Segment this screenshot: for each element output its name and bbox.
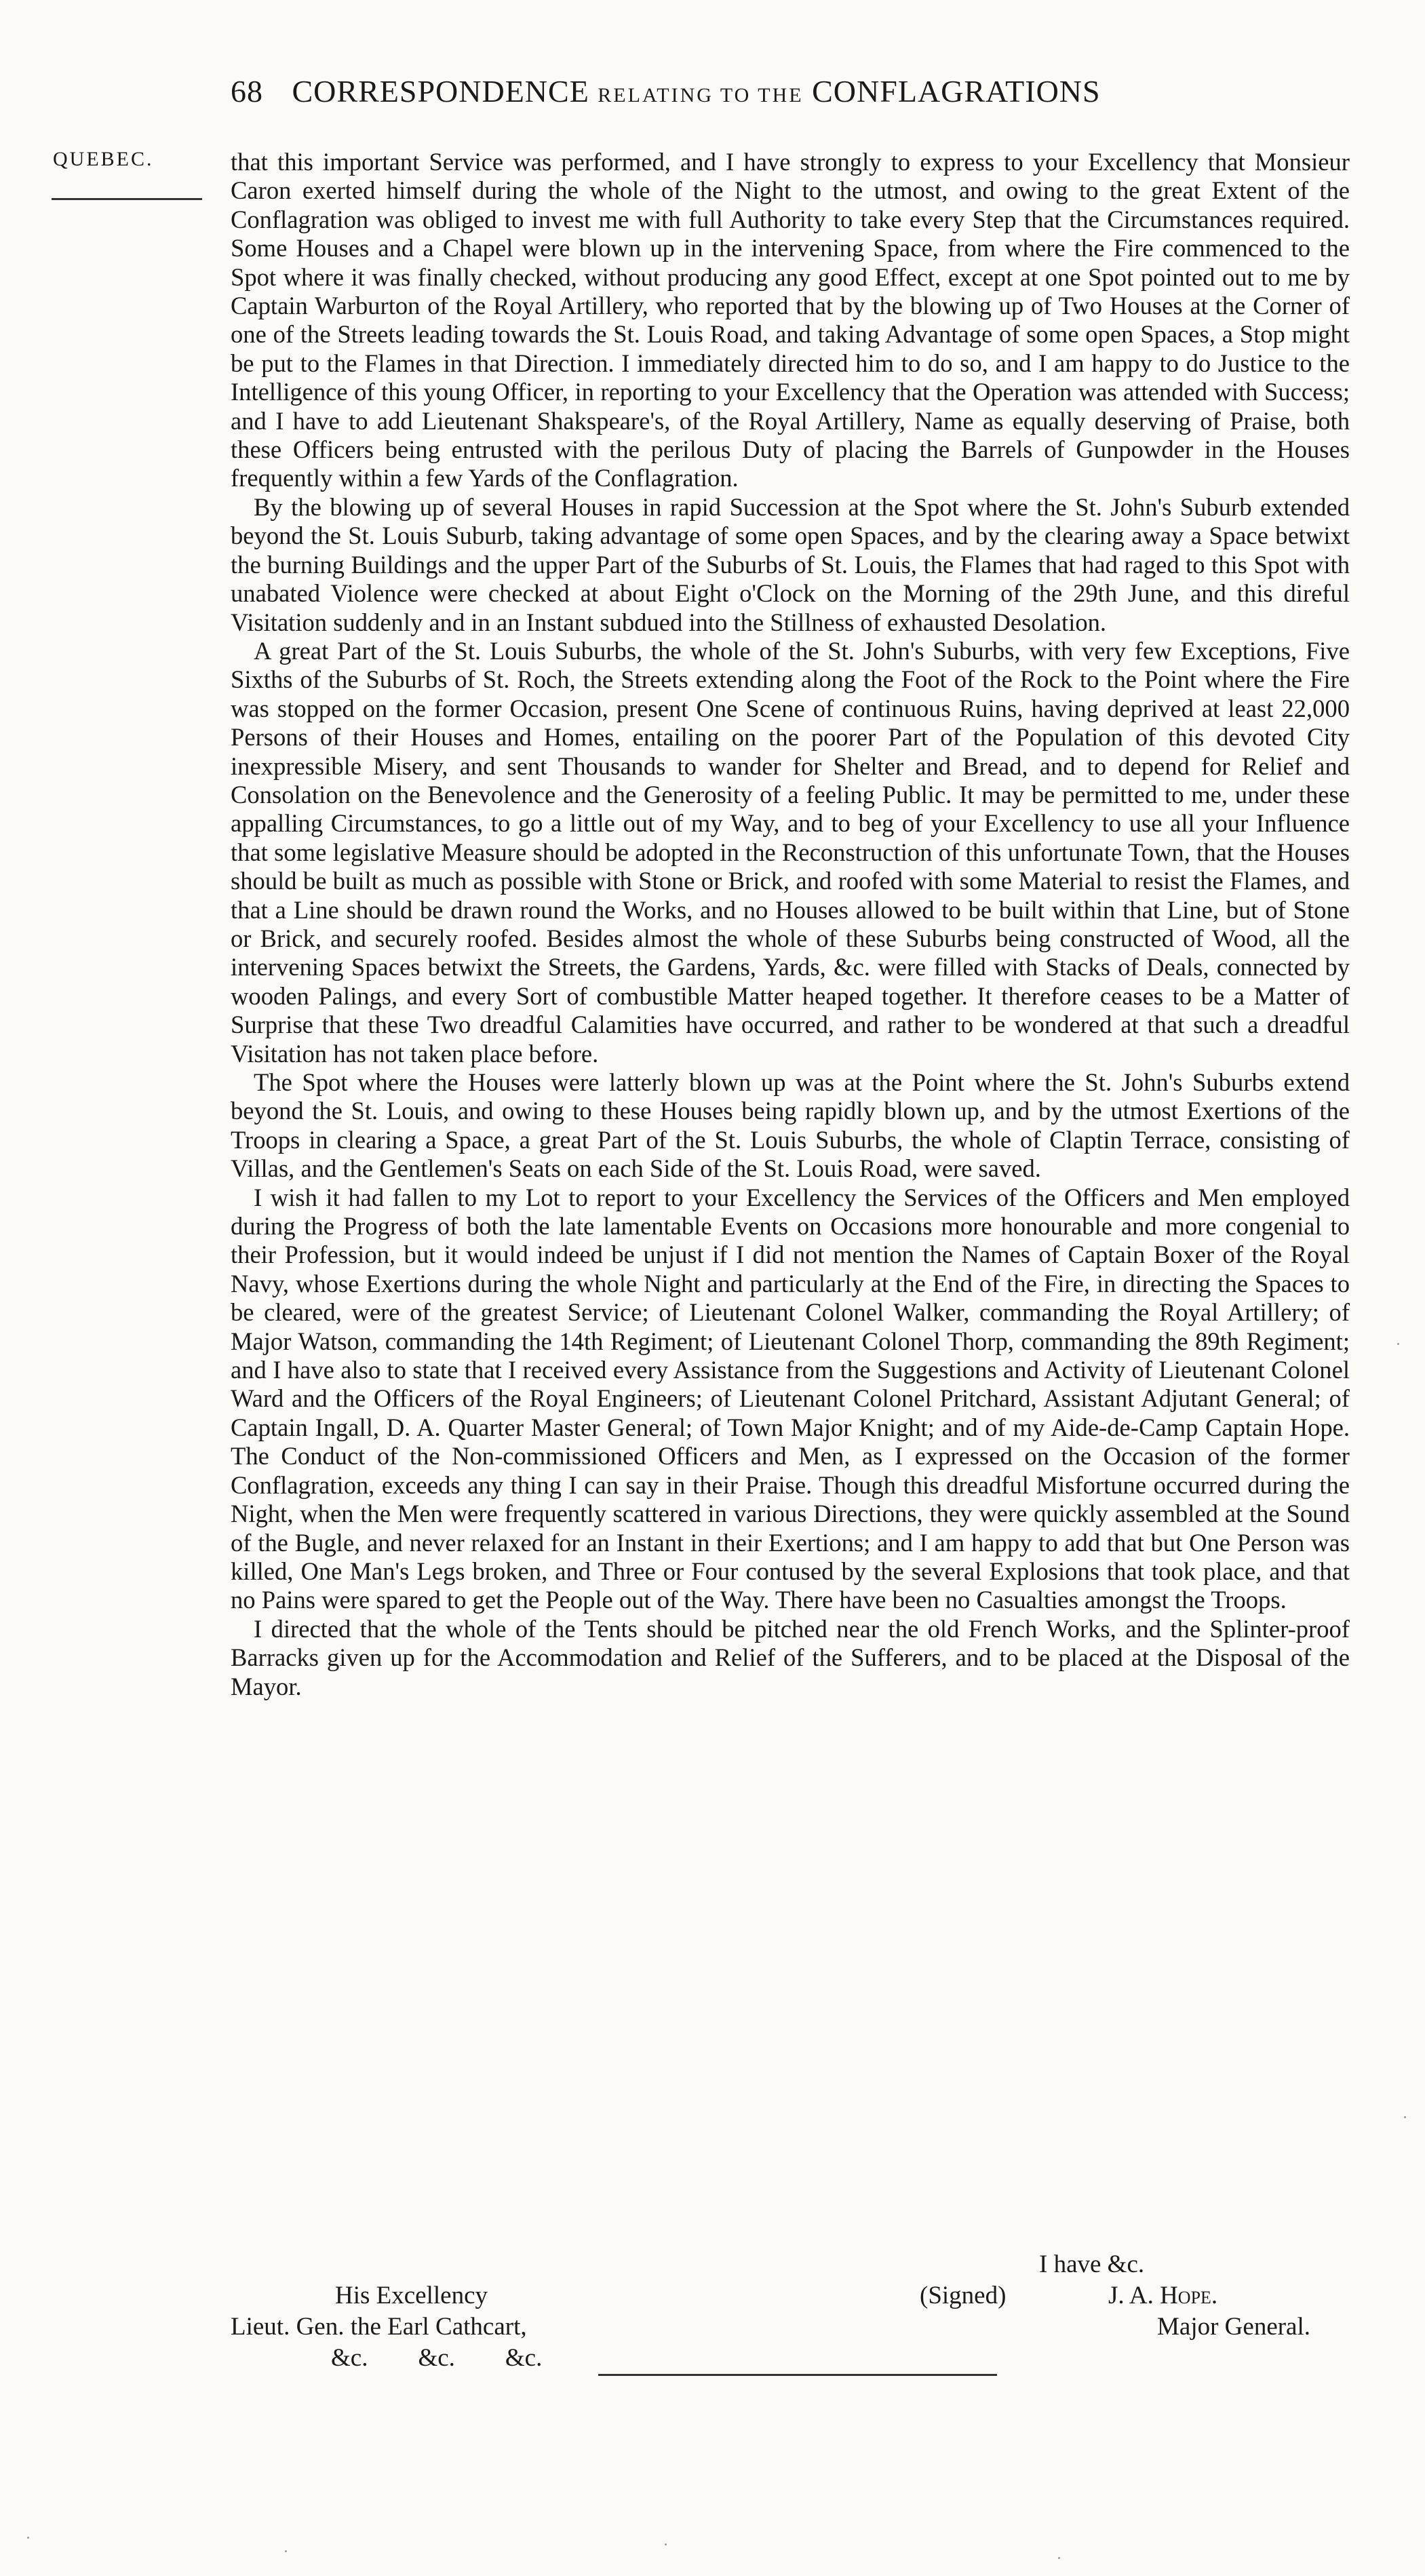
header-title-part2: CONFLAGRATIONS — [812, 74, 1101, 109]
letter-closing — [231, 2249, 1350, 2385]
paper-speck — [1404, 2116, 1406, 2118]
page-number: 68 — [231, 74, 263, 109]
signed-label: (Signed) — [920, 2282, 1007, 2309]
paragraph: By the blowing up of several Houses in rapid Succession at the Spot where the St. John's Suburb extended beyond the St. Louis Suburb, taking advantage of some open Spaces, and by the clearing away a Space betwixt the burning Buildings and the upper Part of the Suburbs of St. Louis, the Flames that had raged to this Spot with unabated Violence were checked at about Eight o'Clock on the Morning of the 29th June, and this direful Visitation suddenly and in an Instant subdued into the Stillness of exhausted Desolation. — [231, 492, 1350, 636]
body-text — [231, 148, 1350, 1701]
addressee-line-3: &c. &c. &c. — [331, 2344, 543, 2372]
paper-speck — [285, 2550, 287, 2552]
paper-speck — [1397, 1343, 1399, 1345]
paper-speck — [27, 2537, 29, 2539]
page-header — [231, 73, 1350, 109]
paragraph: that this important Service was performed, and I have strongly to express to your Excellency that Monsieur Caron exerted himself during the whole of the Night to the utmost, and owing to the great Extent of the Conflagration was obliged to invest me with full Authority to take every Step that the Circumstances required. Some Houses and a Chapel were blown up in the intervening Space, from where the Fire commenced to the Spot where it was finally checked, without producing any good Effect, except at one Spot pointed out to me by Captain Warburton of the Royal Artillery, who reported that by the blowing up of Two Houses at the Corner of one of the Streets leading towards the St. Louis Road, and taking Advantage of some open Spaces, a Stop might be put to the Flames in that Direction. I immediately directed him to do so, and I am happy to do Justice to the Intelligence of this young Officer, in reporting to your Excellency that the Operation was attended with Success; and I have to add Lieutenant Shakspeare's, of the Royal Artillery, Name as equally deserving of Praise, both these Officers being entrusted with the perilous Duty of placing the Barrels of Gunpowder in the Houses frequently within a few Yards of the Conflagration. — [231, 148, 1350, 492]
margin-rule — [52, 198, 202, 200]
addressee-line-2: Lieut. Gen. the Earl Cathcart, — [231, 2313, 527, 2341]
signer-name: J. A. Hope. — [1108, 2282, 1218, 2309]
paragraph: I directed that the whole of the Tents should be pitched near the old French Works, and the Splinter-proof Barracks given up for the Accommodation and Relief of the Sufferers, and to be placed at the Disposal of the Mayor. — [231, 1614, 1350, 1700]
paragraph: A great Part of the St. Louis Suburbs, the whole of the St. John's Suburbs, with very few Exceptions, Five Sixths of the Suburbs of St. Roch, the Streets extending along the Foot of the Rock to the Point where the Fire was stopped on the former Occasion, present One Scene of continuous Ruins, having deprived at least 22,000 Persons of their Houses and Homes, entailing on the poorer Part of the Population of this devoted City inexpressible Misery, and sent Thousands to wander for Shelter and Bread, and to depend for Relief and Consolation on the Benevolence and the Generosity of a feeling Public. It may be permitted to me, under these appalling Circumstances, to go a little out of my Way, and to beg of your Excellency to use all your Influence that some legislative Measure should be adopted in the Reconstruction of this unfortunate Town, that the Houses should be built as much as possible with Stone or Brick, and roofed with some Material to resist the Flames, and that a Line should be drawn round the Works, and no Houses allowed to be built within that Line, but of Stone or Brick, and securely roofed. Besides almost the whole of these Suburbs being constructed of Wood, all the intervening Spaces betwixt the Streets, the Gardens, Yards, &c. were filled with Stacks of Deals, connected by wooden Palings, and every Sort of combustible Matter heaped together. It therefore ceases to be a Matter of Surprise that these Two dreadful Calamities have occurred, and rather to be wondered at that such a dreadful Visitation has not taken place before. — [231, 636, 1350, 1068]
paragraph: I wish it had fallen to my Lot to report to your Excellency the Services of the Officers and Men employed during the Progress of both the late lamentable Events on Occasions more honourable and more congenial to their Profession, but it would indeed be unjust if I did not mention the Names of Captain Boxer of the Royal Navy, whose Exertions during the whole Night and particularly at the End of the Fire, in directing the Spaces to be cleared, were of the greatest Service; of Lieutenant Colonel Walker, commanding the Royal Artillery; of Major Watson, commanding the 14th Regiment; of Lieutenant Colonel Thorp, commanding the 89th Regiment; and I have also to state that I received every Assistance from the Suggestions and Activity of Lieutenant Colonel Ward and the Officers of the Royal Engineers; of Lieutenant Colonel Pritchard, Assistant Adjutant General; of Captain Ingall, D. A. Quarter Master General; of Town Major Knight; and of my Aide-de-Camp Captain Hope. The Conduct of the Non-commissioned Officers and Men, as I expressed on the Occasion of the former Conflagration, exceeds any thing I can say in their Praise. Though this dreadful Misfortune occurred during the Night, when the Men were frequently scattered in various Directions, they were quickly assembled at the Sound of the Bugle, and never relaxed for an Instant in their Exertions; and I am happy to add that but One Person was killed, One Man's Legs broken, and Three or Four contused by the several Explosions that took place, and that no Pains were spared to get the People out of the Way. There have been no Casualties amongst the Troops. — [231, 1183, 1350, 1614]
addressee-line-1: His Excellency — [335, 2282, 488, 2309]
margin-label: QUEBEC. — [53, 148, 154, 170]
paragraph: The Spot where the Houses were latterly blown up was at the Point where the St. John's Suburbs extend beyond the St. Louis, and owing to these Houses being rapidly blown up, and by the utmost Exertions of the Troops in clearing a Space, a great Part of the St. Louis Suburbs, the whole of Claptin Terrace, consisting of Villas, and the Gentlemen's Seats on each Side of the St. Louis Road, were saved. — [231, 1068, 1350, 1183]
closing-i-have: I have &c. — [1039, 2250, 1145, 2278]
header-title-small: RELATING TO THE — [598, 84, 804, 106]
header-title-part1: CORRESPONDENCE — [292, 74, 589, 109]
paper-speck — [1058, 2557, 1060, 2559]
signer-rank: Major General. — [1157, 2313, 1311, 2341]
signature-rule — [598, 2374, 997, 2376]
paper-speck — [665, 2543, 667, 2545]
